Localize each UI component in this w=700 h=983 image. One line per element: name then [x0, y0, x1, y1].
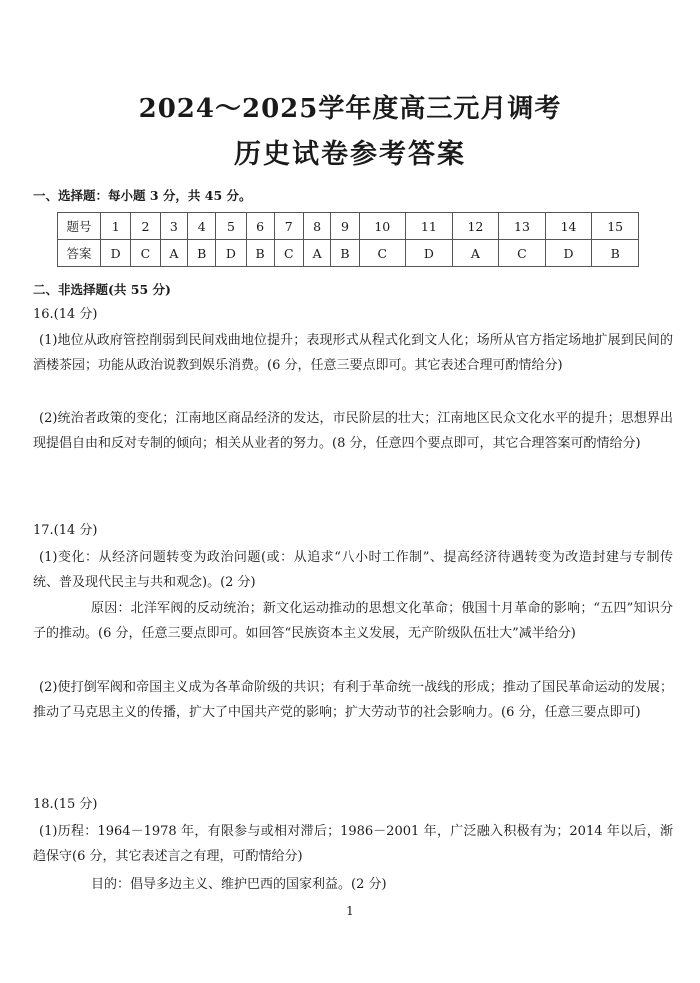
table-row-numbers: [58, 213, 639, 240]
answer-letter: C: [274, 240, 303, 267]
answer-letter: A: [160, 240, 188, 267]
q18-purpose-answer: 目的：倡导多边主义、维护巴西的国家利益。(2 分): [91, 877, 387, 892]
question-number: 13: [499, 213, 546, 240]
answer-letter: D: [216, 240, 246, 267]
question-number: 1: [101, 213, 131, 240]
answer-letter: B: [331, 240, 359, 267]
exam-title: 2024～2025学年度高三元月调考: [138, 94, 562, 124]
answer-letter: D: [406, 240, 453, 267]
question-number: 5: [216, 213, 246, 240]
question-number: 14: [545, 213, 592, 240]
row-label-numbers: 题号: [58, 213, 101, 240]
q17-part2-answer: (2)使打倒军阀和帝国主义成为各革命阶级的共识；有利于革命统一战线的形成；推动了国民革命运动的发展；推动了马克思主义的传播，扩大了中国共产党的影响；扩大劳动节的社会影响力。(6 分，任意三要点即可): [33, 680, 673, 720]
answer-letter: C: [131, 240, 160, 267]
answer-letter: C: [499, 240, 546, 267]
question-number: 9: [331, 213, 359, 240]
question-number: 6: [246, 213, 274, 240]
q16-header: 16.(14 分): [33, 307, 98, 322]
answer-letter: D: [101, 240, 131, 267]
question-number: 8: [303, 213, 331, 240]
q17-part1-answer: (1)变化：从经济问题转变为政治问题(或：从追求“八小时工作制”、提高经济待遇转变为改造封建与专制传统、普及现代民主与共和观念)。(2 分): [33, 550, 673, 590]
question-number: 7: [274, 213, 303, 240]
answer-letter: B: [592, 240, 639, 267]
question-number: 4: [188, 213, 216, 240]
answer-letter: A: [452, 240, 499, 267]
q18-header: 18.(15 分): [33, 797, 98, 812]
q16-part1-answer: (1)地位从政府管控削弱到民间戏曲地位提升；表现形式从程式化到文人化；场所从官方指定场地扩展到民间的酒楼茶园；功能从政治说教到娱乐消费。(6 分，任意三要点即可。其它表述合理可酌情给分): [33, 333, 673, 373]
answer-table: [57, 212, 639, 267]
answer-letter: B: [246, 240, 274, 267]
exam-subtitle: 历史试卷参考答案: [234, 139, 466, 170]
section-two-heading: 二、非选择题(共 55 分): [33, 282, 171, 297]
answer-letter: D: [545, 240, 592, 267]
question-number: 11: [406, 213, 453, 240]
q18-part1-answer: (1)历程：1964－1978 年，有限参与或相对滞后；1986－2001 年，广泛融入积极有为；2014 年以后，渐趋保守(6 分，其它表述言之有理，可酌情给分): [33, 824, 673, 864]
section-one-heading: 一、选择题：每小题 3 分，共 45 分。: [33, 188, 252, 203]
table-row-answers: [58, 240, 639, 267]
q17-reasons-answer: 原因：北洋军阀的反动统治；新文化运动推动的思想文化革命；俄国十月革命的影响；“五四”知识分子的推动。(6 分，任意三要点即可。如回答“民族资本主义发展，无产阶级队伍壮大”减半给分): [33, 601, 673, 641]
answer-letter: B: [188, 240, 216, 267]
q17-header: 17.(14 分): [33, 523, 98, 538]
page-number: 1: [346, 904, 354, 918]
question-number: 10: [359, 213, 406, 240]
question-number: 2: [131, 213, 160, 240]
question-number: 3: [160, 213, 188, 240]
answer-letter: A: [303, 240, 331, 267]
row-label-answers: 答案: [58, 240, 101, 267]
question-number: 15: [592, 213, 639, 240]
question-number: 12: [452, 213, 499, 240]
q16-part2-answer: (2)统治者政策的变化；江南地区商品经济的发达，市民阶层的壮大；江南地区民众文化水平的提升；思想界出现提倡自由和反对专制的倾向；相关从业者的努力。(8 分，任意四个要点即可，其它合理答案可酌情给分): [33, 411, 673, 451]
answer-letter: C: [359, 240, 406, 267]
